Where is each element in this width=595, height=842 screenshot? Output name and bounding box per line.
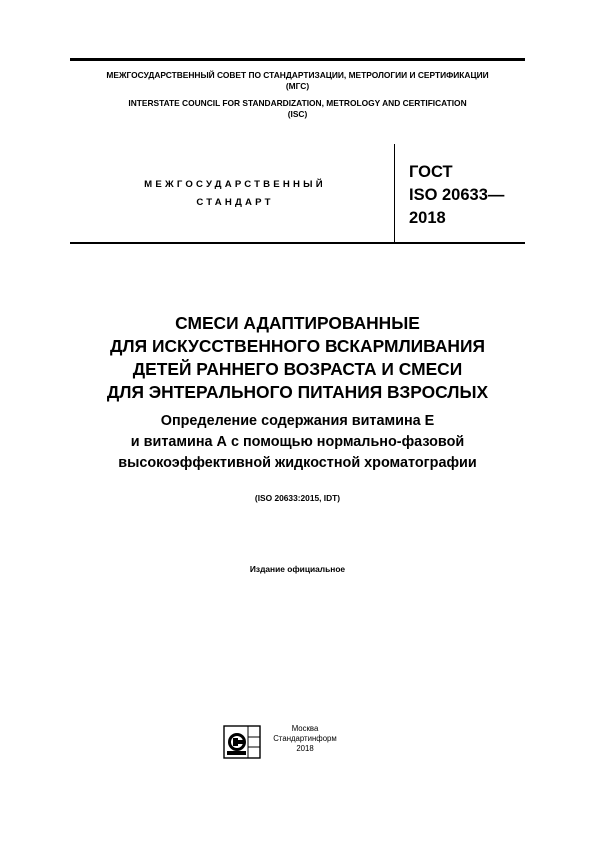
publisher-year: 2018 (296, 744, 314, 753)
title-line: ДЕТЕЙ РАННЕГО ВОЗРАСТА И СМЕСИ (132, 359, 463, 379)
subtitle-line: Определение содержания витамина Е (160, 413, 435, 429)
title-line: ДЛЯ ЭНТЕРАЛЬНОГО ПИТАНИЯ ВЗРОСЛЫХ (106, 382, 489, 402)
subtitle-line: и витамина А с помощью нормально-фазовой (130, 434, 465, 450)
council-name-ru: МЕЖГОСУДАРСТВЕННЫЙ СОВЕТ ПО СТАНДАРТИЗАЦИИ, МЕТРОЛОГИИ И СЕРТИФИКАЦИИ (106, 70, 489, 80)
edition-note: Издание официальное (249, 564, 346, 574)
standartinform-logo-icon (223, 725, 261, 759)
document-title (40, 312, 555, 404)
council-abbr-en: (ISC) (287, 108, 308, 119)
council-name-en: INTERSTATE COUNCIL FOR STANDARDIZATION, METROLOGY AND CERTIFICATION (128, 98, 467, 109)
designation-line2: ISO 20633— (409, 186, 505, 204)
standard-designation (409, 161, 504, 230)
council-abbr-ru: (МГС) (285, 80, 310, 91)
title-line: ДЛЯ ИСКУССТВЕННОГО ВСКАРМЛИВАНИЯ (110, 336, 485, 356)
standard-type-label (110, 176, 360, 212)
iso-reference: (ISO 20633:2015, IDT) (254, 493, 341, 503)
standard-type-line2: СТАНДАРТ (196, 197, 274, 208)
designation-divider (394, 144, 395, 243)
title-line: СМЕСИ АДАПТИРОВАННЫЕ (175, 313, 420, 333)
designation-line3: 2018 (409, 209, 446, 227)
council-header (70, 70, 525, 119)
publisher-city: Москва (291, 724, 319, 733)
publisher-name: Стандартинформ (273, 734, 337, 743)
middle-rule (70, 242, 525, 244)
subtitle-line: высокоэффективной жидкостной хроматографии (118, 455, 477, 471)
standard-type-line1: МЕЖГОСУДАРСТВЕННЫЙ (144, 179, 326, 190)
publisher-block (262, 724, 348, 754)
designation-line1: ГОСТ (409, 163, 453, 181)
document-subtitle (40, 411, 555, 474)
top-rule (70, 58, 525, 61)
